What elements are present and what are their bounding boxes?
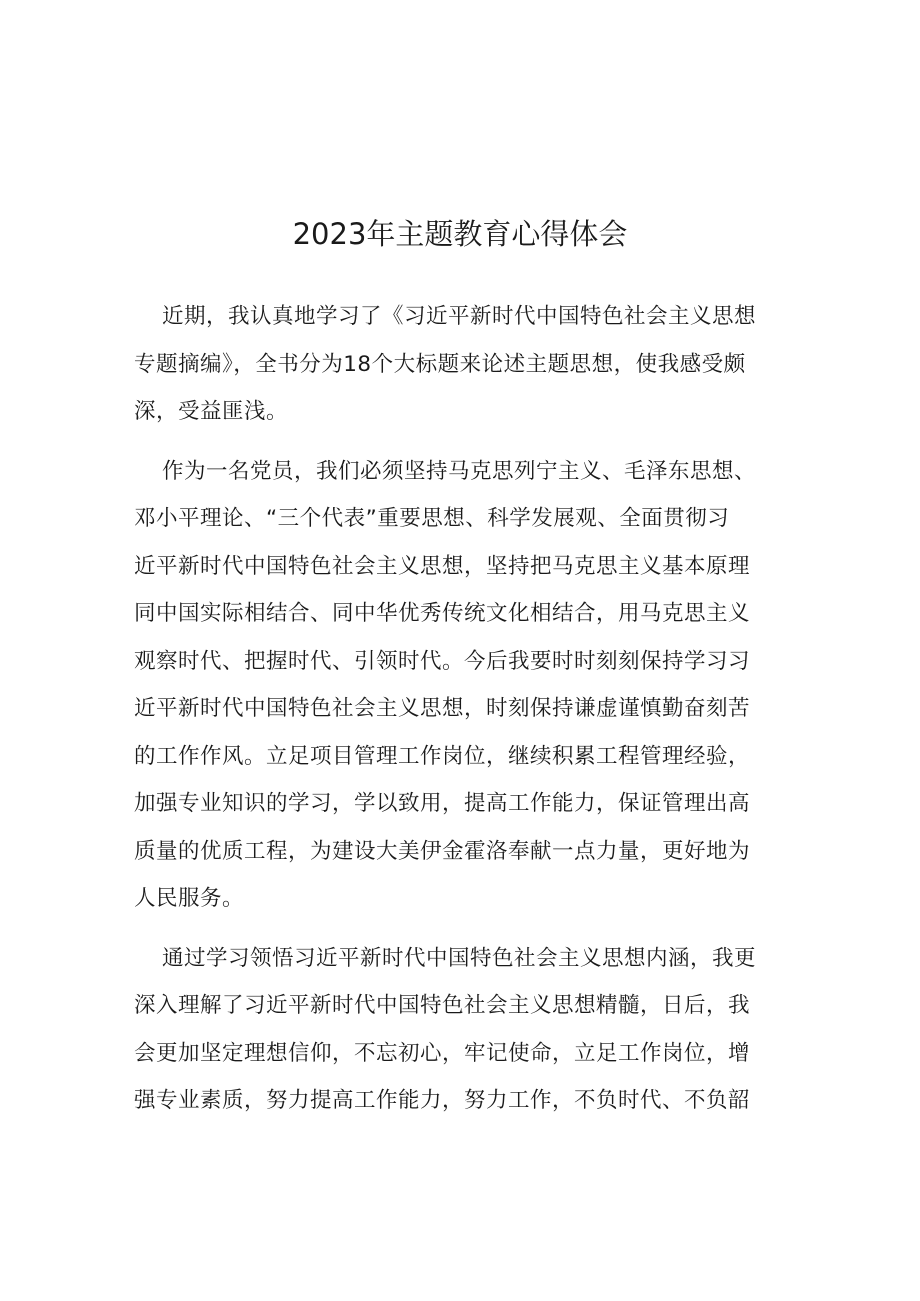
paragraph-1 — [134, 293, 790, 436]
document-body — [134, 293, 790, 1125]
paragraph-3 — [134, 935, 790, 1125]
text-line: 专题摘编》，全书分为18个大标题来论述主题思想，使我感受颇 — [134, 351, 746, 377]
text-line: 人民服务。 — [134, 886, 245, 911]
text-line: 强专业素质，努力提高工作能力，努力工作，不负时代、不负韶 — [134, 1088, 751, 1113]
text-line: 通过学习领悟习近平新时代中国特色社会主义思想内涵，我更 — [162, 945, 757, 971]
text-line: 加强专业知识的学习，学以致用，提高工作能力，保证管理出高 — [134, 791, 751, 816]
text-line: 近平新时代中国特色社会主义思想，坚持把马克思主义基本原理 — [134, 553, 751, 579]
paragraph-spacer — [134, 923, 790, 935]
paragraph-2 — [134, 448, 790, 923]
text-line: 作为一名党员，我们必须坚持马克思列宁主义、毛泽东思想、 — [162, 458, 757, 484]
document-title: 2023年主题教育心得体会 — [292, 217, 628, 251]
text-line: 邓小平理论、“三个代表”重要思想、科学发展观、全面贯彻习 — [134, 506, 730, 531]
text-line: 近期，我认真地学习了《习近平新时代中国特色社会主义思想 — [162, 304, 757, 329]
paragraph-spacer — [134, 436, 790, 448]
text-line: 观察时代、把握时代、引领时代。今后我要时时刻刻保持学习习 — [134, 648, 751, 674]
text-line: 深入理解了习近平新时代中国特色社会主义思想精髓，日后，我 — [134, 993, 751, 1018]
text-line: 的工作作风。立足项目管理工作岗位，继续积累工程管理经验， — [134, 743, 751, 769]
text-line: 近平新时代中国特色社会主义思想，时刻保持谦虚谨慎勤奋刻苦 — [134, 696, 751, 721]
text-line: 同中国实际相结合、同中华优秀传统文化相结合，用马克思主义 — [134, 601, 751, 626]
text-line: 深，受益匪浅。 — [134, 399, 289, 424]
text-line: 会更加坚定理想信仰，不忘初心，牢记使命，立足工作岗位，增 — [134, 1040, 751, 1066]
text-line: 质量的优质工程，为建设大美伊金霍洛奉献一点力量，更好地为 — [134, 838, 751, 864]
